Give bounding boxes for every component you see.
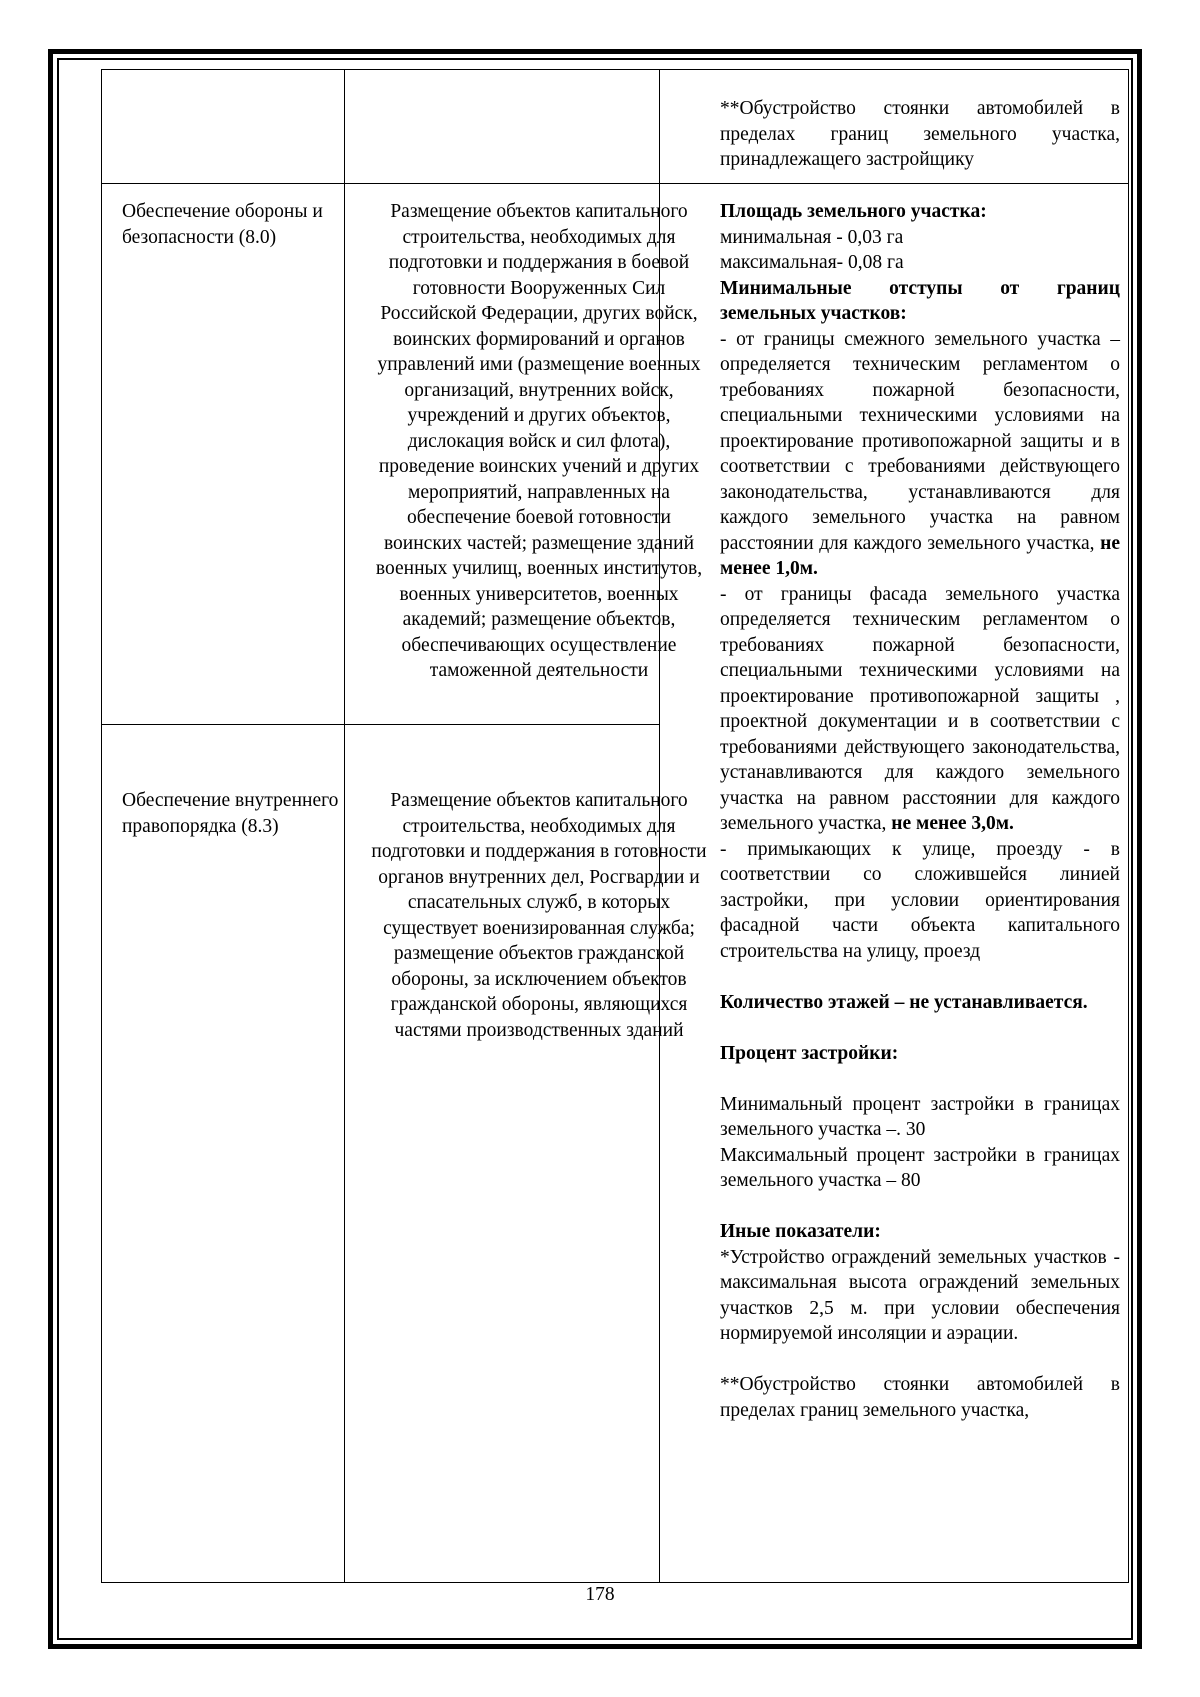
setback-adjacent-text: - от границы смежного земельного участка – определяется техническим регламентом о требованиях пожарной безопасности, специальными техническими условиями на проектирование противопожарной защиты и в соответствии с требованиями действующего законодательства, устанавливаются для каждого земельного участка на равном расстоянии для каждого земельного участка, bbox=[720, 328, 1120, 554]
table-cell-row0-params bbox=[720, 96, 1120, 173]
parking-note: **Обустройство стоянки автомобилей в пределах границ земельного участка, bbox=[720, 1374, 1120, 1421]
page-number: 178 bbox=[585, 1584, 615, 1605]
table-cell-row2-use-type: Обеспечение внутреннего правопорядка (8.3) bbox=[122, 790, 339, 837]
area-heading: Площадь земельного участка: bbox=[720, 201, 987, 222]
coverage-max: Максимальный процент застройки в границах земельного участка – 80 bbox=[720, 1144, 1120, 1191]
table-cell-row1-description: Размещение объектов капитального строительства, необходимых для подготовки и поддержания в боевой готовности Вооруженных Сил Российской Федерации, других войск, воинских формирований и органов управлений ими (размещение военных организаций, внутренних войск, учреждений и других объектов, дислокация войск и сил флота), проведение воинских учений и других мероприятий, направленных на обеспечение боевой готовности воинских частей; размещение зданий военных училищ, военных институтов, военных университетов, военных академий; размещение объектов, обеспечивающих осуществление таможенной деятельности bbox=[375, 201, 703, 681]
setback-facade-text: - от границы фасада земельного участка определяется техническим регламентом о требованиях пожарной безопасности, специальными техническими условиями на проектирование противопожарной защиты , проектной документации и в соответствии с требованиями действующего законодательства, устанавливаются для каждого земельного участка на равном расстоянии для каждого земельного участка, bbox=[720, 583, 1120, 834]
row-divider-2 bbox=[102, 724, 659, 725]
other-heading: Иные показатели: bbox=[720, 1221, 881, 1242]
setbacks-heading: Минимальные отступы от границ земельных участков: bbox=[720, 277, 1120, 324]
parking-note-continued: **Обустройство стоянки автомобилей в пределах границ земельного участка, принадлежащего застройщику bbox=[720, 98, 1120, 170]
setback-facade-value: не менее 3,0м. bbox=[891, 813, 1014, 834]
coverage-heading: Процент застройки: bbox=[720, 1042, 899, 1064]
row-divider-1 bbox=[102, 183, 1128, 184]
table-cell-parameters bbox=[720, 199, 1120, 1423]
coverage-min: Минимальный процент застройки в границах земельного участка –. 30 bbox=[720, 1093, 1120, 1140]
table-cell-row1-use-type: Обеспечение обороны и безопасности (8.0) bbox=[122, 201, 323, 248]
setback-adjacent bbox=[720, 327, 1120, 582]
area-min: минимальная - 0,03 га bbox=[720, 226, 904, 248]
fence-requirement: *Устройство ограждений земельных участков - максимальная высота ограждений земельных участков 2,5 м. при условии обеспечения нормируемой инсоляции и аэрации. bbox=[720, 1246, 1120, 1344]
floors-count: Количество этажей – не устанавливается. bbox=[720, 991, 1088, 1013]
setback-adjacent-value: не менее 1,0м. bbox=[720, 532, 1120, 579]
setback-street: - примыкающих к улице, проезду - в соответствии со сложившейся линией застройки, при условии ориентирования фасадной части объекта капитального строительства на улицу, проезд bbox=[720, 838, 1120, 962]
setback-facade bbox=[720, 582, 1120, 837]
area-max: максимальная- 0,08 га bbox=[720, 252, 904, 273]
table-cell-row2-description: Размещение объектов капитального строительства, необходимых для подготовки и поддержания в готовности органов внутренних дел, Росгвардии и спасательных служб, в которых существует военизированная служба; размещение объектов гражданской обороны, за исключением объектов гражданской обороны, являющихся частями производственных зданий bbox=[371, 790, 707, 1041]
